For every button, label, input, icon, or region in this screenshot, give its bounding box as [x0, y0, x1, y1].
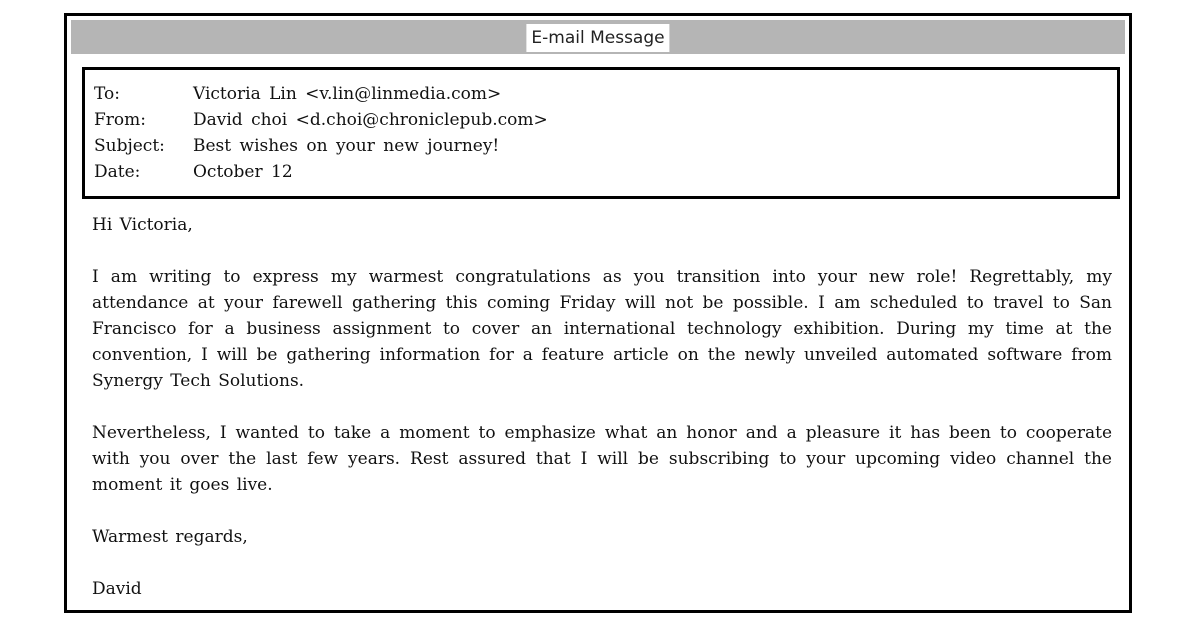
subject-label: Subject:: [94, 136, 165, 156]
from-value: David choi <d.choi@chroniclepub.com>: [193, 110, 548, 130]
window-title: E-mail Message: [526, 24, 669, 52]
closing: Warmest regards,: [92, 527, 248, 547]
to-value: Victoria Lin <v.lin@linmedia.com>: [193, 84, 502, 104]
subject-value: Best wishes on your new journey!: [193, 136, 500, 156]
email-message-window: [64, 13, 1132, 613]
body-paragraph-1: I am writing to express my warmest congratulations as you transition into your new role! Regrettably, my attendance at your farewell gathering this coming Friday will not be possible. I am scheduled to travel to San Francisco for a business assignment to cover an international technology exhibition. During my time at the convention, I will be gathering information for a feature article on the newly unveiled automated software from Synergy Tech Solutions.: [92, 267, 1112, 391]
date-label: Date:: [94, 162, 141, 182]
body-paragraph-2: Nevertheless, I wanted to take a moment to emphasize what an honor and a pleasure it has been to cooperate with you over the last few years. Rest assured that I will be subscribing to your upcoming video channel the moment it goes live.: [92, 423, 1112, 495]
to-label: To:: [94, 84, 120, 104]
greeting: Hi Victoria,: [92, 215, 193, 235]
email-body: [92, 212, 1112, 602]
from-label: From:: [94, 110, 147, 130]
date-value: October 12: [193, 162, 293, 182]
title-bar: [71, 20, 1125, 54]
email-header-box: [82, 67, 1120, 199]
signature: David: [92, 579, 142, 599]
